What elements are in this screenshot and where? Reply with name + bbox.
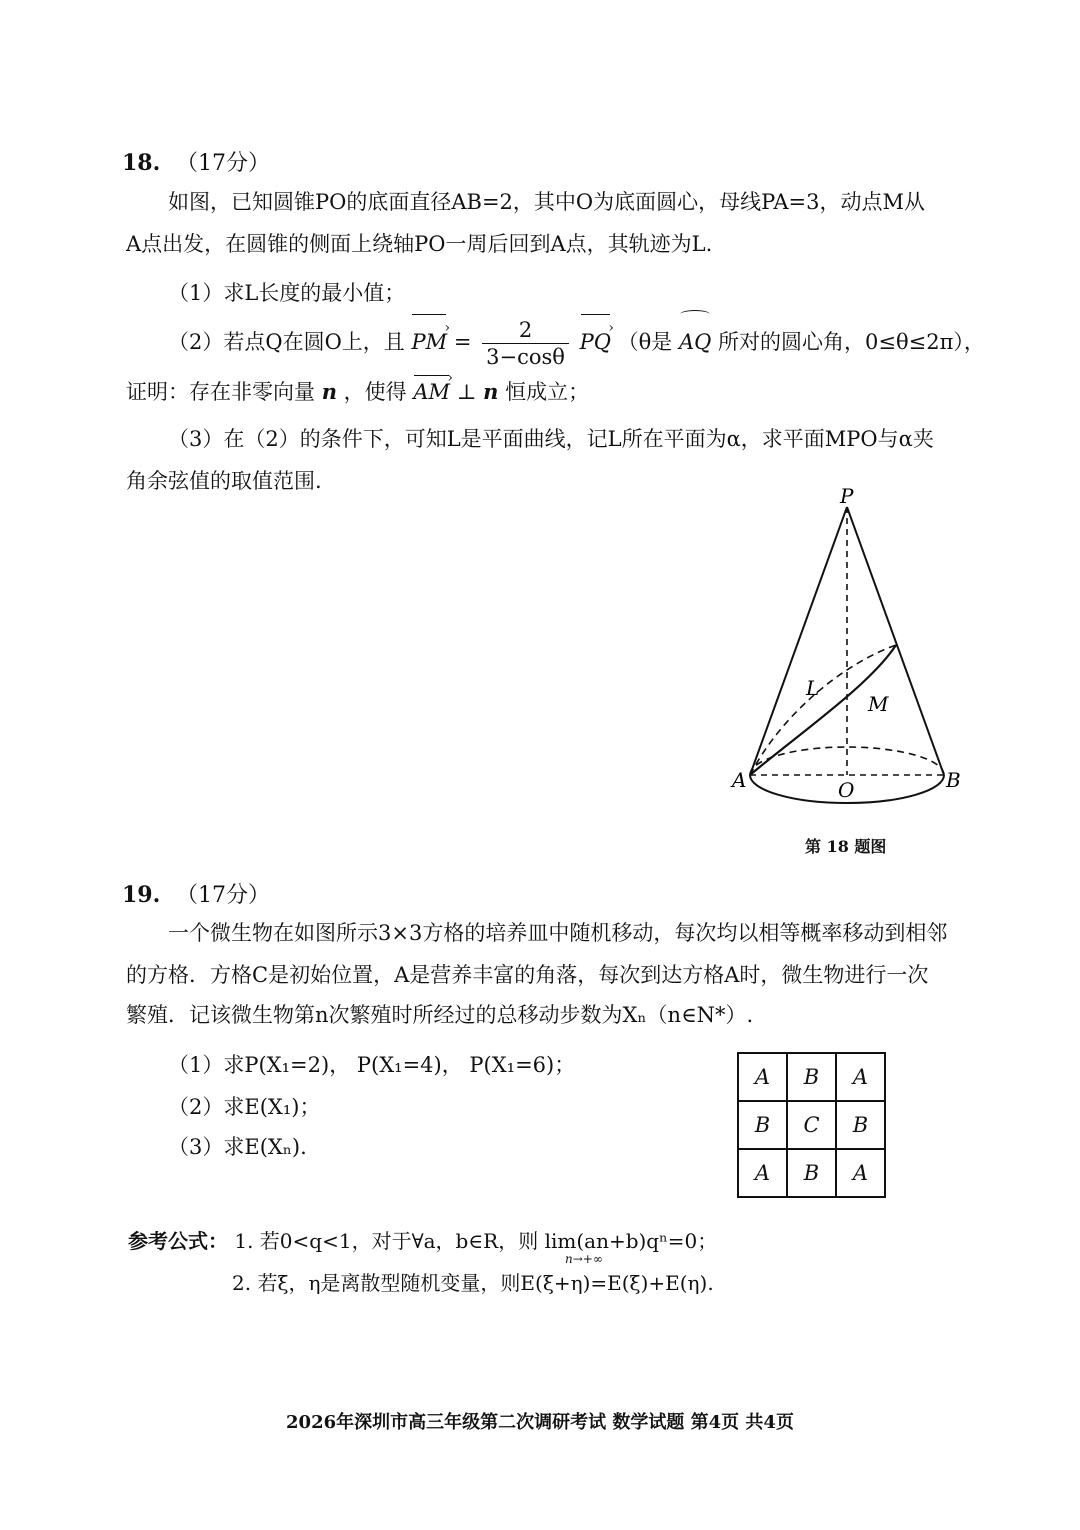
q18-header <box>122 146 270 177</box>
q19-intro-line1: 一个微生物在如图所示3×3方格的培养皿中随机移动，每次均以相等概率移动到相邻 <box>168 921 948 945</box>
grid-row <box>738 1101 885 1149</box>
q18-points: （17分） <box>175 151 270 176</box>
q18-part2 <box>168 316 985 370</box>
fraction <box>482 317 569 370</box>
grid-row <box>738 1149 885 1197</box>
grid-cell: A <box>836 1149 885 1197</box>
q18-part3-line2: 角余弦值的取值范围. <box>126 469 322 493</box>
q18-part3-line1: （3）在（2）的条件下，可知L是平面曲线，记L所在平面为α，求平面MPO与α夹 <box>168 427 934 451</box>
label-a: A <box>732 768 747 792</box>
q18-part2-prefix: （2）若点Q在圆O上，且 <box>168 330 405 354</box>
fraction-denominator: 3−cosθ <box>486 345 565 369</box>
reference-item2: 2. 若ξ，η是离散型随机变量，则E(ξ+η)=E(ξ)+E(η). <box>232 1271 714 1295</box>
reference-label: 参考公式： <box>128 1229 228 1253</box>
label-p: P <box>840 485 854 508</box>
q18-intro-line1: 如图，已知圆锥PO的底面直径AB=2，其中O为底面圆心，母线PA=3，动点M从 <box>168 190 925 214</box>
cone-figure <box>720 485 980 825</box>
q18-part2-suffix-a: （θ是 <box>617 330 673 354</box>
grid-cell: B <box>738 1101 787 1149</box>
arc-aq: AQ <box>679 316 711 368</box>
figure-caption: 第 18 题图 <box>805 837 887 856</box>
perp-symbol: ⊥ <box>456 380 477 404</box>
q18-part2-line2-a: 证明：存在非零向量 <box>126 380 315 404</box>
q19-header <box>122 878 270 909</box>
reference-line1 <box>128 1226 717 1256</box>
q19-intro-line3: 繁殖．记该微生物第n次繁殖时所经过的总移动步数为Xₙ（n∈N*）. <box>126 1003 754 1027</box>
q19-number: 19. <box>122 882 161 908</box>
reference-item1: 1. 若0<q<1，对于∀a，b∈R，则 lim(an+b)qⁿ=0； <box>234 1229 718 1253</box>
generatrix-pb <box>847 507 944 775</box>
grid-cell: C <box>787 1101 836 1149</box>
q19-part3: （3）求E(Xₙ). <box>168 1135 307 1159</box>
grid-cell: B <box>787 1053 836 1101</box>
grid-cell: B <box>836 1101 885 1149</box>
label-o: O <box>838 778 855 802</box>
page-footer: 2026年深圳市高三年级第二次调研考试 数学试题 第4页 共4页 <box>286 1412 794 1433</box>
reference-limit-subscript: n→+∞ <box>565 1252 603 1266</box>
q19-points: （17分） <box>175 883 270 908</box>
label-b: B <box>946 768 961 792</box>
q19-part1: （1）求P(X₁=2)， P(X₁=4)， P(X₁=6)； <box>168 1053 576 1077</box>
fraction-numerator: 2 <box>482 317 569 344</box>
q19-part2: （2）求E(X₁)； <box>168 1095 321 1119</box>
q19-intro-line2: 的方格．方格C是初始位置，A是营养丰富的角落，每次到达方格A时，微生物进行一次 <box>126 963 929 987</box>
label-l: L <box>806 676 820 700</box>
q18-part2-line2-d: 恒成立； <box>505 380 590 404</box>
q18-intro-line2: A点出发，在圆锥的侧面上绕轴PO一周后回到A点，其轨迹为L. <box>126 232 713 256</box>
q18-part2-line2 <box>126 377 589 407</box>
q18-part2-eq: = <box>453 330 472 354</box>
vector-pq: PQ › <box>580 316 611 368</box>
vector-n: n <box>321 379 337 404</box>
grid-cell: A <box>738 1053 787 1101</box>
vector-n-2: n <box>483 379 499 404</box>
label-m: M <box>868 692 889 716</box>
q18-part1: （1）求L长度的最小值； <box>168 281 406 305</box>
grid-row <box>738 1053 885 1101</box>
q18-number: 18. <box>122 150 161 176</box>
grid-cell: A <box>836 1053 885 1101</box>
q18-part2-line2-b: ，使得 <box>343 380 407 404</box>
vector-am: AM › <box>413 377 450 407</box>
q18-part2-suffix-b: 所对的圆心角，0≤θ≤2π）， <box>718 330 985 354</box>
vector-pm: PM › <box>411 316 447 368</box>
grid-cell: B <box>787 1149 836 1197</box>
grid-cell: A <box>738 1149 787 1197</box>
petri-grid <box>737 1052 886 1198</box>
